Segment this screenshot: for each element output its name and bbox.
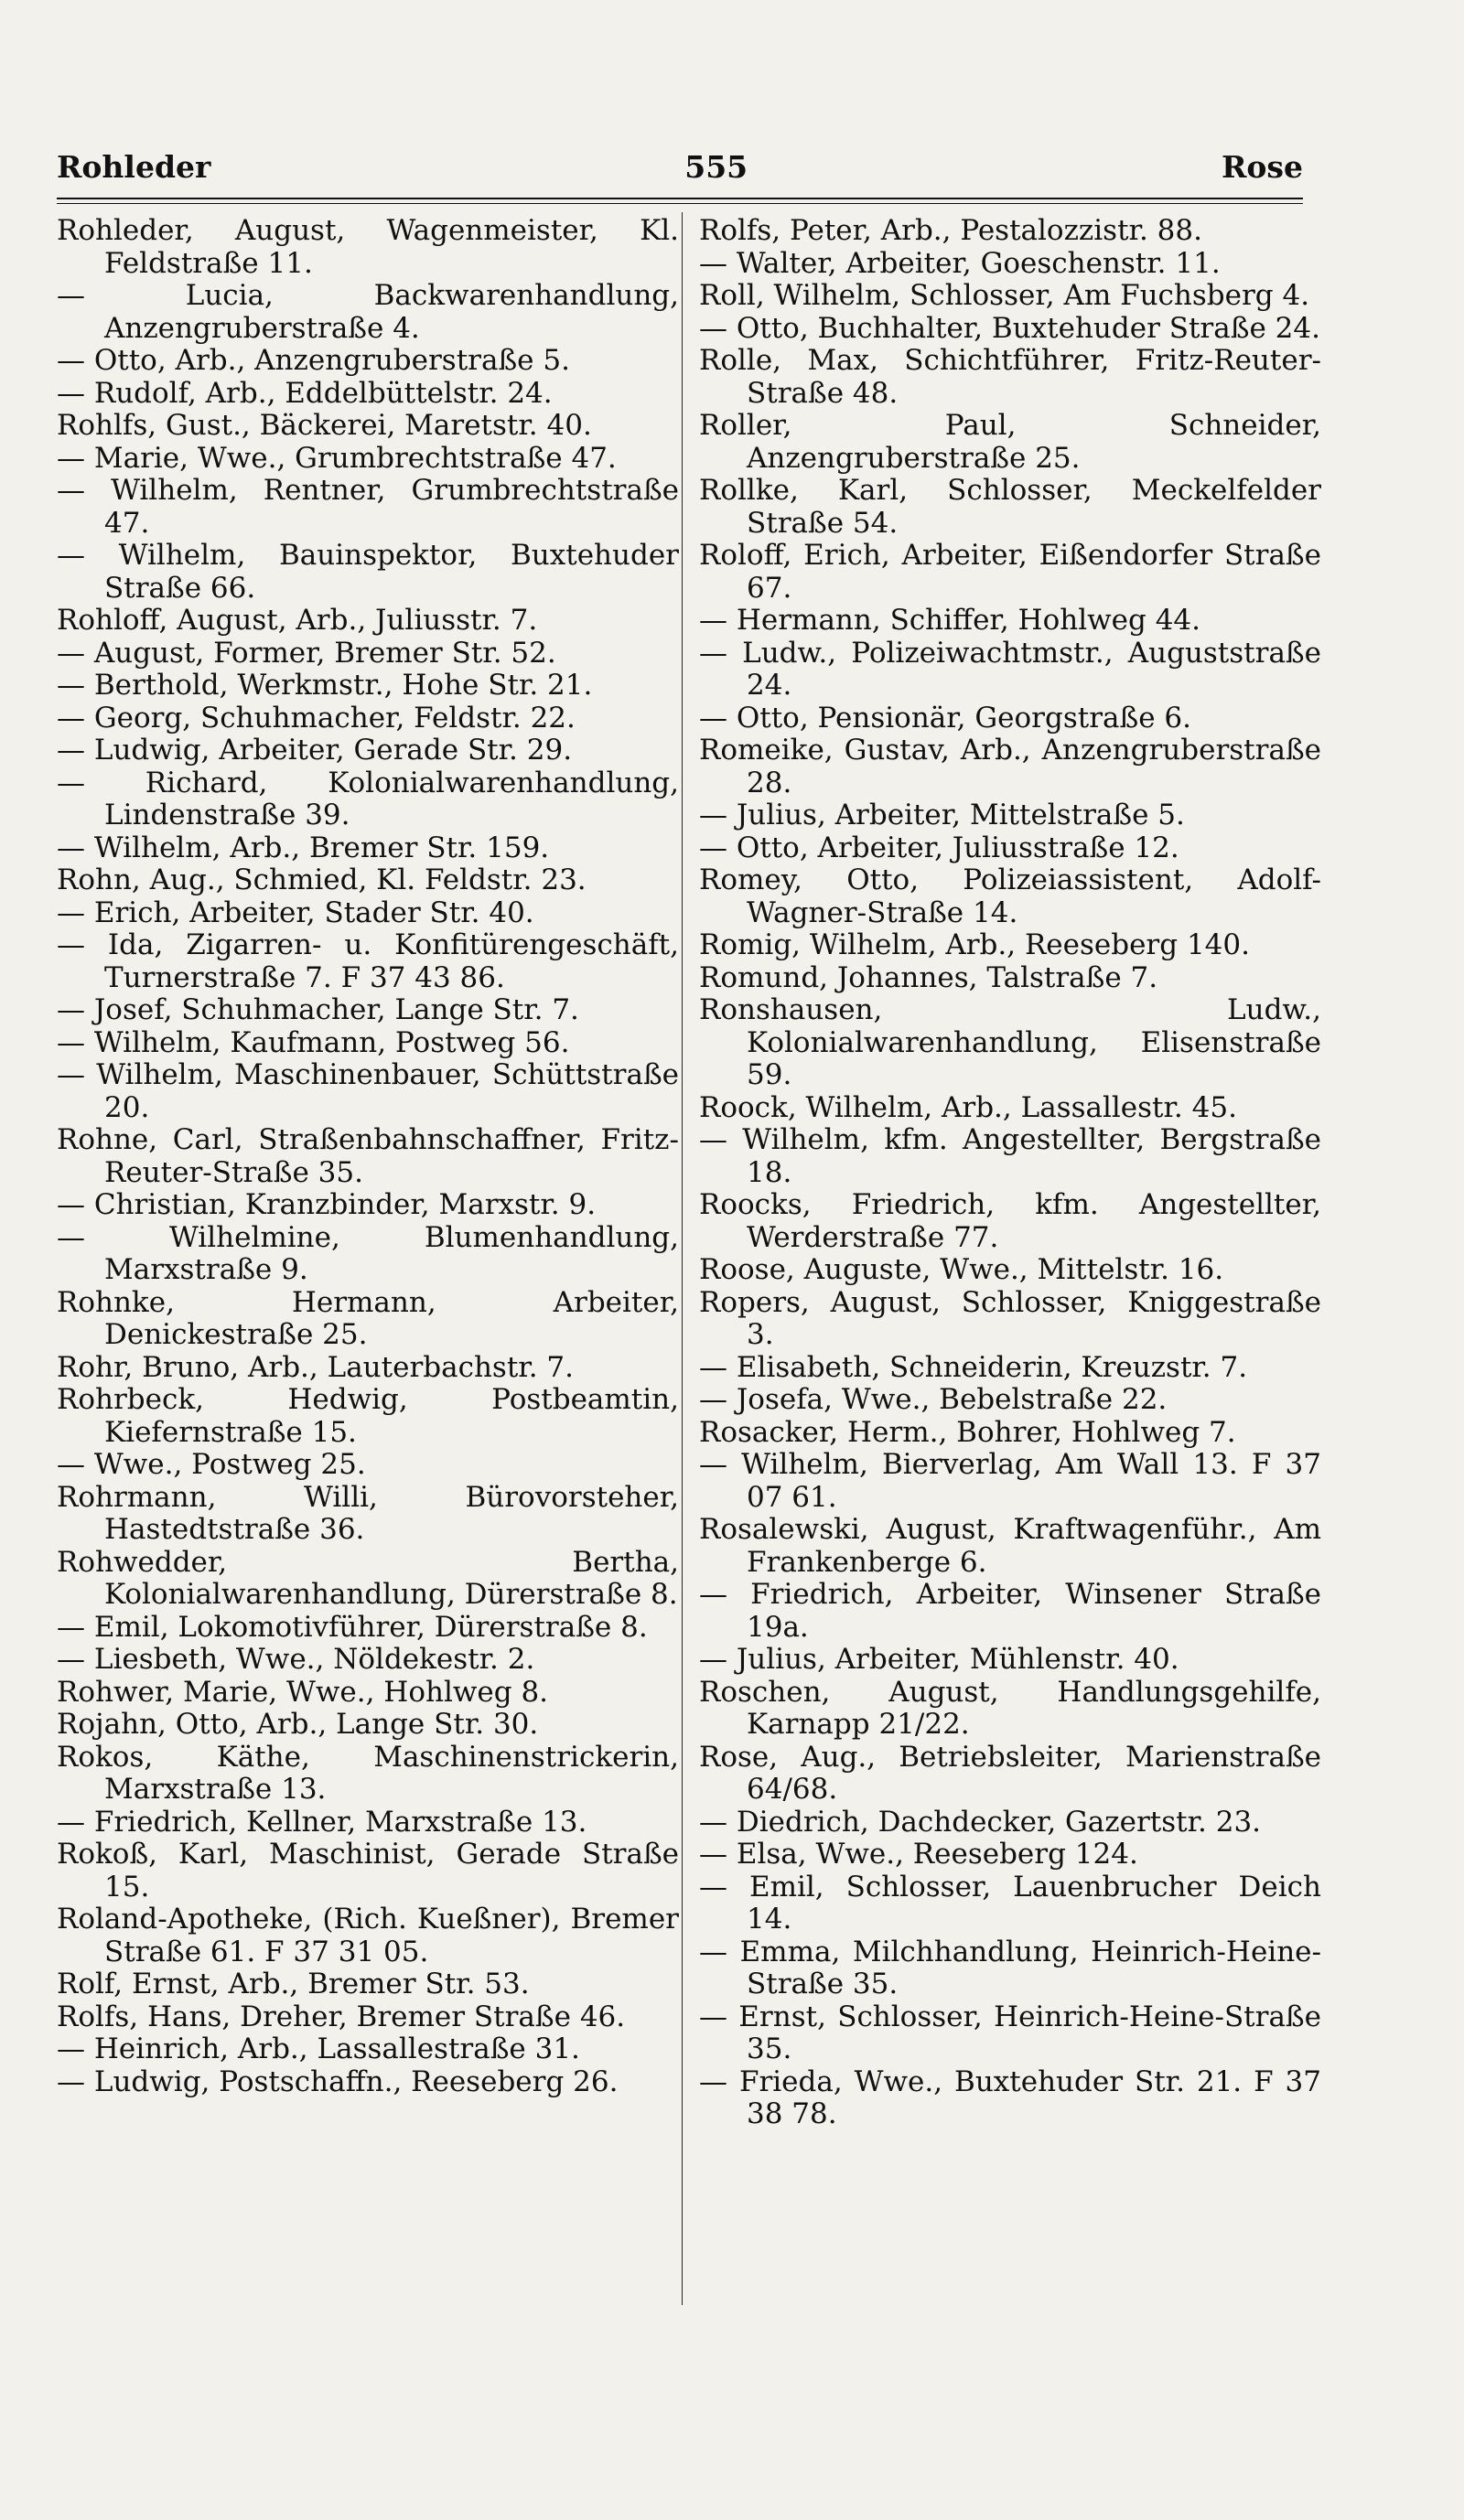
directory-entry: — Wilhelm, Bauinspektor, Buxtehuder Straße 66. bbox=[57, 539, 679, 605]
directory-entry: — Otto, Arbeiter, Juliusstraße 12. bbox=[699, 831, 1179, 864]
directory-entry: Rohwer, Marie, Wwe., Hohlweg 8. bbox=[57, 1675, 549, 1709]
directory-entry: Roller, Paul, Schneider, Anzengruberstraße 25. bbox=[699, 409, 1321, 475]
directory-entry: — Julius, Arbeiter, Mittelstraße 5. bbox=[699, 799, 1185, 831]
directory-entry: — Elsa, Wwe., Reeseberg 124. bbox=[699, 1838, 1138, 1871]
directory-entry: — Ernst, Schlosser, Heinrich-Heine-Straße 35. bbox=[699, 2000, 1321, 2065]
directory-entry: Roocks, Friedrich, kfm. Angestellter, Werderstraße 77. bbox=[699, 1188, 1321, 1254]
directory-entry: — Otto, Arb., Anzengruberstraße 5. bbox=[57, 344, 570, 377]
left-column bbox=[57, 215, 679, 2383]
header-rule bbox=[57, 198, 1303, 199]
directory-entry: Rolf, Ernst, Arb., Bremer Str. 53. bbox=[57, 1968, 530, 2000]
directory-entry: — Wilhelm, kfm. Angestellter, Bergstraße 18. bbox=[699, 1123, 1321, 1189]
directory-entry: Romeike, Gustav, Arb., Anzengruberstraße 28. bbox=[699, 734, 1321, 799]
directory-entry: — Christian, Kranzbinder, Marxstr. 9. bbox=[57, 1188, 597, 1221]
directory-entry: — Hermann, Schiffer, Hohlweg 44. bbox=[699, 604, 1200, 637]
directory-entry: — Ludwig, Postschaffn., Reeseberg 26. bbox=[57, 2064, 619, 2098]
directory-entry: — Georg, Schuhmacher, Feldstr. 22. bbox=[57, 701, 576, 735]
directory-entry: Rohrmann, Willi, Bürovorsteher, Hastedtstraße 36. bbox=[57, 1480, 679, 1546]
directory-entry: Romund, Johannes, Talstraße 7. bbox=[699, 960, 1158, 994]
directory-entry: — Berthold, Werkmstr., Hohe Str. 21. bbox=[57, 669, 593, 702]
directory-entry: Roock, Wilhelm, Arb., Lassallestr. 45. bbox=[699, 1090, 1237, 1124]
directory-entry: Romig, Wilhelm, Arb., Reeseberg 140. bbox=[699, 928, 1250, 961]
directory-entry: — Ida, Zigarren- u. Konfitürengeschäft, Turnerstraße 7. F 37 43 86. bbox=[57, 928, 679, 994]
directory-entry: — Julius, Arbeiter, Mühlenstr. 40. bbox=[699, 1643, 1179, 1676]
running-head bbox=[57, 137, 1303, 185]
directory-entry: — Emil, Schlosser, Lauenbrucher Deich 14. bbox=[699, 1870, 1321, 1936]
directory-entry: Rolfs, Peter, Arb., Pestalozzistr. 88. bbox=[699, 215, 1202, 247]
header-rule-thin bbox=[57, 203, 1303, 204]
directory-entry: — Rudolf, Arb., Eddelbüttelstr. 24. bbox=[57, 376, 553, 410]
directory-entry: Rohr, Bruno, Arb., Lauterbachstr. 7. bbox=[57, 1350, 574, 1384]
directory-entry: Rohrbeck, Hedwig, Postbeamtin, Kiefernstraße 15. bbox=[57, 1383, 679, 1449]
right-catchword: Rose bbox=[1221, 149, 1303, 185]
directory-entry: Ropers, August, Schlosser, Kniggestraße 3. bbox=[699, 1285, 1321, 1351]
directory-entry: — Lucia, Backwarenhandlung, Anzengruberstraße 4. bbox=[57, 279, 679, 345]
directory-entry: Rojahn, Otto, Arb., Lange Str. 30. bbox=[57, 1708, 539, 1741]
page-number: 555 bbox=[684, 149, 748, 185]
directory-entry: Rohn, Aug., Schmied, Kl. Feldstr. 23. bbox=[57, 863, 587, 896]
directory-entry: — August, Former, Bremer Str. 52. bbox=[57, 636, 556, 670]
directory-entry: — Richard, Kolonialwarenhandlung, Lindenstraße 39. bbox=[57, 766, 679, 831]
directory-entry: — Erich, Arbeiter, Stader Str. 40. bbox=[57, 895, 534, 929]
directory-entry: — Wilhelm, Maschinenbauer, Schüttstraße 20. bbox=[57, 1058, 679, 1124]
right-column bbox=[699, 215, 1321, 2383]
directory-entry: — Liesbeth, Wwe., Nöldekestr. 2. bbox=[57, 1643, 535, 1676]
left-catchword: Rohleder bbox=[57, 149, 211, 185]
directory-entry: — Wilhelmine, Blumenhandlung, Marxstraße 9. bbox=[57, 1220, 679, 1286]
directory-entry: — Friedrich, Arbeiter, Winsener Straße 19a. bbox=[699, 1578, 1321, 1644]
directory-entry: — Emil, Lokomotivführer, Dürerstraße 8. bbox=[57, 1610, 648, 1644]
directory-entry: — Josef, Schuhmacher, Lange Str. 7. bbox=[57, 993, 579, 1026]
directory-entry: Rohlfs, Gust., Bäckerei, Maretstr. 40. bbox=[57, 409, 592, 442]
directory-entry: Rokos, Käthe, Maschinenstrickerin, Marxstraße 13. bbox=[57, 1740, 679, 1806]
directory-entry: — Diedrich, Dachdecker, Gazertstr. 23. bbox=[699, 1805, 1262, 1839]
directory-entry: Roll, Wilhelm, Schlosser, Am Fuchsberg 4. bbox=[699, 279, 1310, 312]
directory-entry: — Elisabeth, Schneiderin, Kreuzstr. 7. bbox=[699, 1350, 1248, 1384]
directory-entry: — Emma, Milchhandlung, Heinrich-Heine-Straße 35. bbox=[699, 1935, 1321, 2000]
directory-entry: Ronshausen, Ludw., Kolonialwarenhandlung, Elisenstraße 59. bbox=[699, 993, 1321, 1091]
column-divider bbox=[682, 212, 683, 2305]
directory-entry: — Wilhelm, Rentner, Grumbrechtstraße 47. bbox=[57, 474, 679, 540]
directory-entry: Rohnke, Hermann, Arbeiter, Denickestraße 25. bbox=[57, 1285, 679, 1351]
directory-entry: Roloff, Erich, Arbeiter, Eißendorfer Straße 67. bbox=[699, 539, 1321, 605]
directory-entry: — Otto, Buchhalter, Buxtehuder Straße 24. bbox=[699, 311, 1320, 345]
directory-entry: Rohne, Carl, Straßenbahnschaffner, Fritz-Reuter-Straße 35. bbox=[57, 1123, 679, 1189]
directory-entry: — Wilhelm, Bierverlag, Am Wall 13. F 37 07 61. bbox=[699, 1448, 1321, 1514]
directory-entry: Rosalewski, August, Kraftwagenführ., Am Frankenberge 6. bbox=[699, 1513, 1321, 1579]
directory-entry: — Wwe., Postweg 25. bbox=[57, 1448, 366, 1481]
directory-entry: Romey, Otto, Polizeiassistent, Adolf-Wagner-Straße 14. bbox=[699, 863, 1321, 929]
directory-entry: Roschen, August, Handlungsgehilfe, Karnapp 21/22. bbox=[699, 1675, 1321, 1741]
directory-entry: Rokoß, Karl, Maschinist, Gerade Straße 15. bbox=[57, 1838, 679, 1903]
directory-entry: — Walter, Arbeiter, Goeschenstr. 11. bbox=[699, 246, 1221, 280]
directory-entry: — Heinrich, Arb., Lassallestraße 31. bbox=[57, 2032, 580, 2065]
directory-entry: Rolle, Max, Schichtführer, Fritz-Reuter-Straße 48. bbox=[699, 344, 1321, 410]
directory-entry: — Ludwig, Arbeiter, Gerade Str. 29. bbox=[57, 734, 573, 767]
directory-entry: Rollke, Karl, Schlosser, Meckelfelder Straße 54. bbox=[699, 474, 1321, 540]
directory-entry: — Friedrich, Kellner, Marxstraße 13. bbox=[57, 1805, 587, 1839]
directory-entry: Rose, Aug., Betriebsleiter, Marienstraße 64/68. bbox=[699, 1740, 1321, 1806]
directory-entry: Rohleder, August, Wagenmeister, Kl. Feldstraße 11. bbox=[57, 215, 679, 280]
directory-entry: Rosacker, Herm., Bohrer, Hohlweg 7. bbox=[699, 1415, 1236, 1449]
directory-entry: — Marie, Wwe., Grumbrechtstraße 47. bbox=[57, 441, 617, 475]
directory-entry: Roose, Auguste, Wwe., Mittelstr. 16. bbox=[699, 1253, 1224, 1286]
directory-entry: — Wilhelm, Kaufmann, Postweg 56. bbox=[57, 1025, 570, 1059]
directory-entry: Roland-Apotheke, (Rich. Kueßner), Bremer Straße 61. F 37 31 05. bbox=[57, 1903, 679, 1968]
directory-entry: Rolfs, Hans, Dreher, Bremer Straße 46. bbox=[57, 2000, 626, 2033]
directory-entry: — Otto, Pensionär, Georgstraße 6. bbox=[699, 701, 1191, 735]
directory-entry: Rohwedder, Bertha, Kolonialwarenhandlung, Dürerstraße 8. bbox=[57, 1545, 679, 1611]
directory-entry: — Ludw., Polizeiwachtmstr., Auguststraße 24. bbox=[699, 636, 1321, 702]
directory-entry: — Josefa, Wwe., Bebelstraße 22. bbox=[699, 1383, 1168, 1416]
directory-entry: — Frieda, Wwe., Buxtehuder Str. 21. F 37 38 78. bbox=[699, 2064, 1321, 2130]
directory-entry: — Wilhelm, Arb., Bremer Str. 159. bbox=[57, 831, 550, 864]
directory-entry: Rohloff, August, Arb., Juliusstr. 7. bbox=[57, 604, 538, 637]
